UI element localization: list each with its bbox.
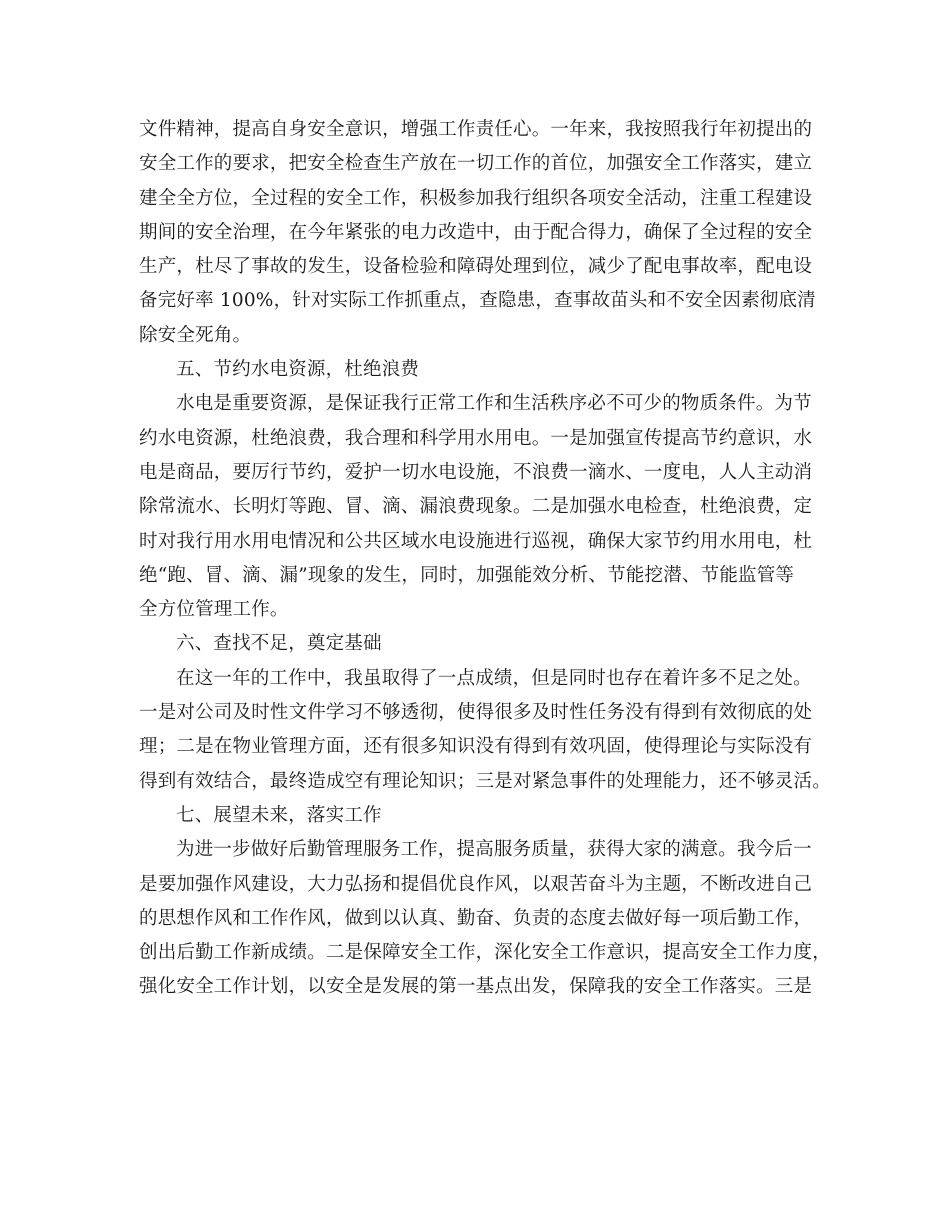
section-heading: 六、查找不足，奠定基础	[176, 633, 382, 655]
text-line: 时对我行用水用电情况和公共区域水电设施进行巡视，确保大家节约用水用电，杜	[139, 530, 813, 552]
text-line: 电是商品，要厉行节约，爱护一切水电设施，不浪费一滴水、一度电，人人主动消	[139, 461, 813, 483]
text-line: 是要加强作风建设，大力弘扬和提倡优良作风，以艰苦奋斗为主题，不断改进自己	[139, 873, 813, 895]
text-line: 为进一步做好后勤管理服务工作，提高服务质量，获得大家的满意。我今后一	[176, 839, 812, 861]
text-line: 约水电资源，杜绝浪费，我合理和科学用水用电。一是加强宣传提高节约意识，水	[139, 427, 813, 449]
document-body	[139, 113, 829, 1005]
text-line: 在这一年的工作中，我虽取得了一点成绩，但是同时也存在着许多不足之处。	[176, 667, 812, 689]
text-line: 的思想作风和工作作风，做到以认真、勤奋、负责的态度去做好每一项后勤工作，	[139, 907, 813, 929]
text-line: 理；二是在物业管理方面，还有很多知识没有得到有效巩固，使得理论与实际没有	[139, 736, 813, 758]
text-line: 除安全死角。	[139, 324, 252, 346]
text-line: 水电是重要资源，是保证我行正常工作和生活秩序必不可少的物质条件。为节	[176, 393, 812, 415]
text-line: 期间的安全治理，在今年紧张的电力改造中，由于配合得力，确保了全过程的安全	[139, 221, 813, 243]
text-line: 一是对公司及时性文件学习不够透彻，使得很多及时性任务没有得到有效彻底的处	[139, 702, 813, 724]
section-heading: 七、展望未来，落实工作	[176, 804, 382, 826]
text-line: 生产，杜尽了事故的发生，设备检验和障碍处理到位，减少了配电事故率，配电设	[139, 256, 813, 278]
text-line: 绝“跑、冒、滴、漏”现象的发生，同时，加强能效分析、节能挖潜、节能监管等	[139, 564, 795, 586]
text-line: 文件精神，提高自身安全意识，增强工作责任心。一年来，我按照我行年初提出的	[139, 119, 813, 140]
section-heading: 五、节约水电资源，杜绝浪费	[176, 359, 420, 381]
text-line: 安全工作的要求，把安全检查生产放在一切工作的首位，加强安全工作落实，建立	[139, 153, 813, 175]
text-line: 备完好率 100%，针对实际工作抓重点，查隐患，查事故苗头和不安全因素彻底清	[139, 290, 816, 312]
text-line: 强化安全工作计划，以安全是发展的第一基点出发，保障我的安全工作落实。三是	[139, 976, 813, 998]
text-line: 全方位管理工作。	[139, 599, 289, 621]
text-line: 创出后勤工作新成绩。二是保障安全工作，深化安全工作意识，提高安全工作力度，	[139, 942, 831, 964]
text-line: 除常流水、长明灯等跑、冒、滴、漏浪费现象。二是加强水电检查，杜绝浪费，定	[139, 496, 813, 518]
text-line: 建全全方位，全过程的安全工作，积极参加我行组织各项安全活动，注重工程建设	[139, 187, 813, 209]
text-line: 得到有效结合，最终造成空有理论知识；三是对紧急事件的处理能力，还不够灵活。	[139, 770, 831, 792]
